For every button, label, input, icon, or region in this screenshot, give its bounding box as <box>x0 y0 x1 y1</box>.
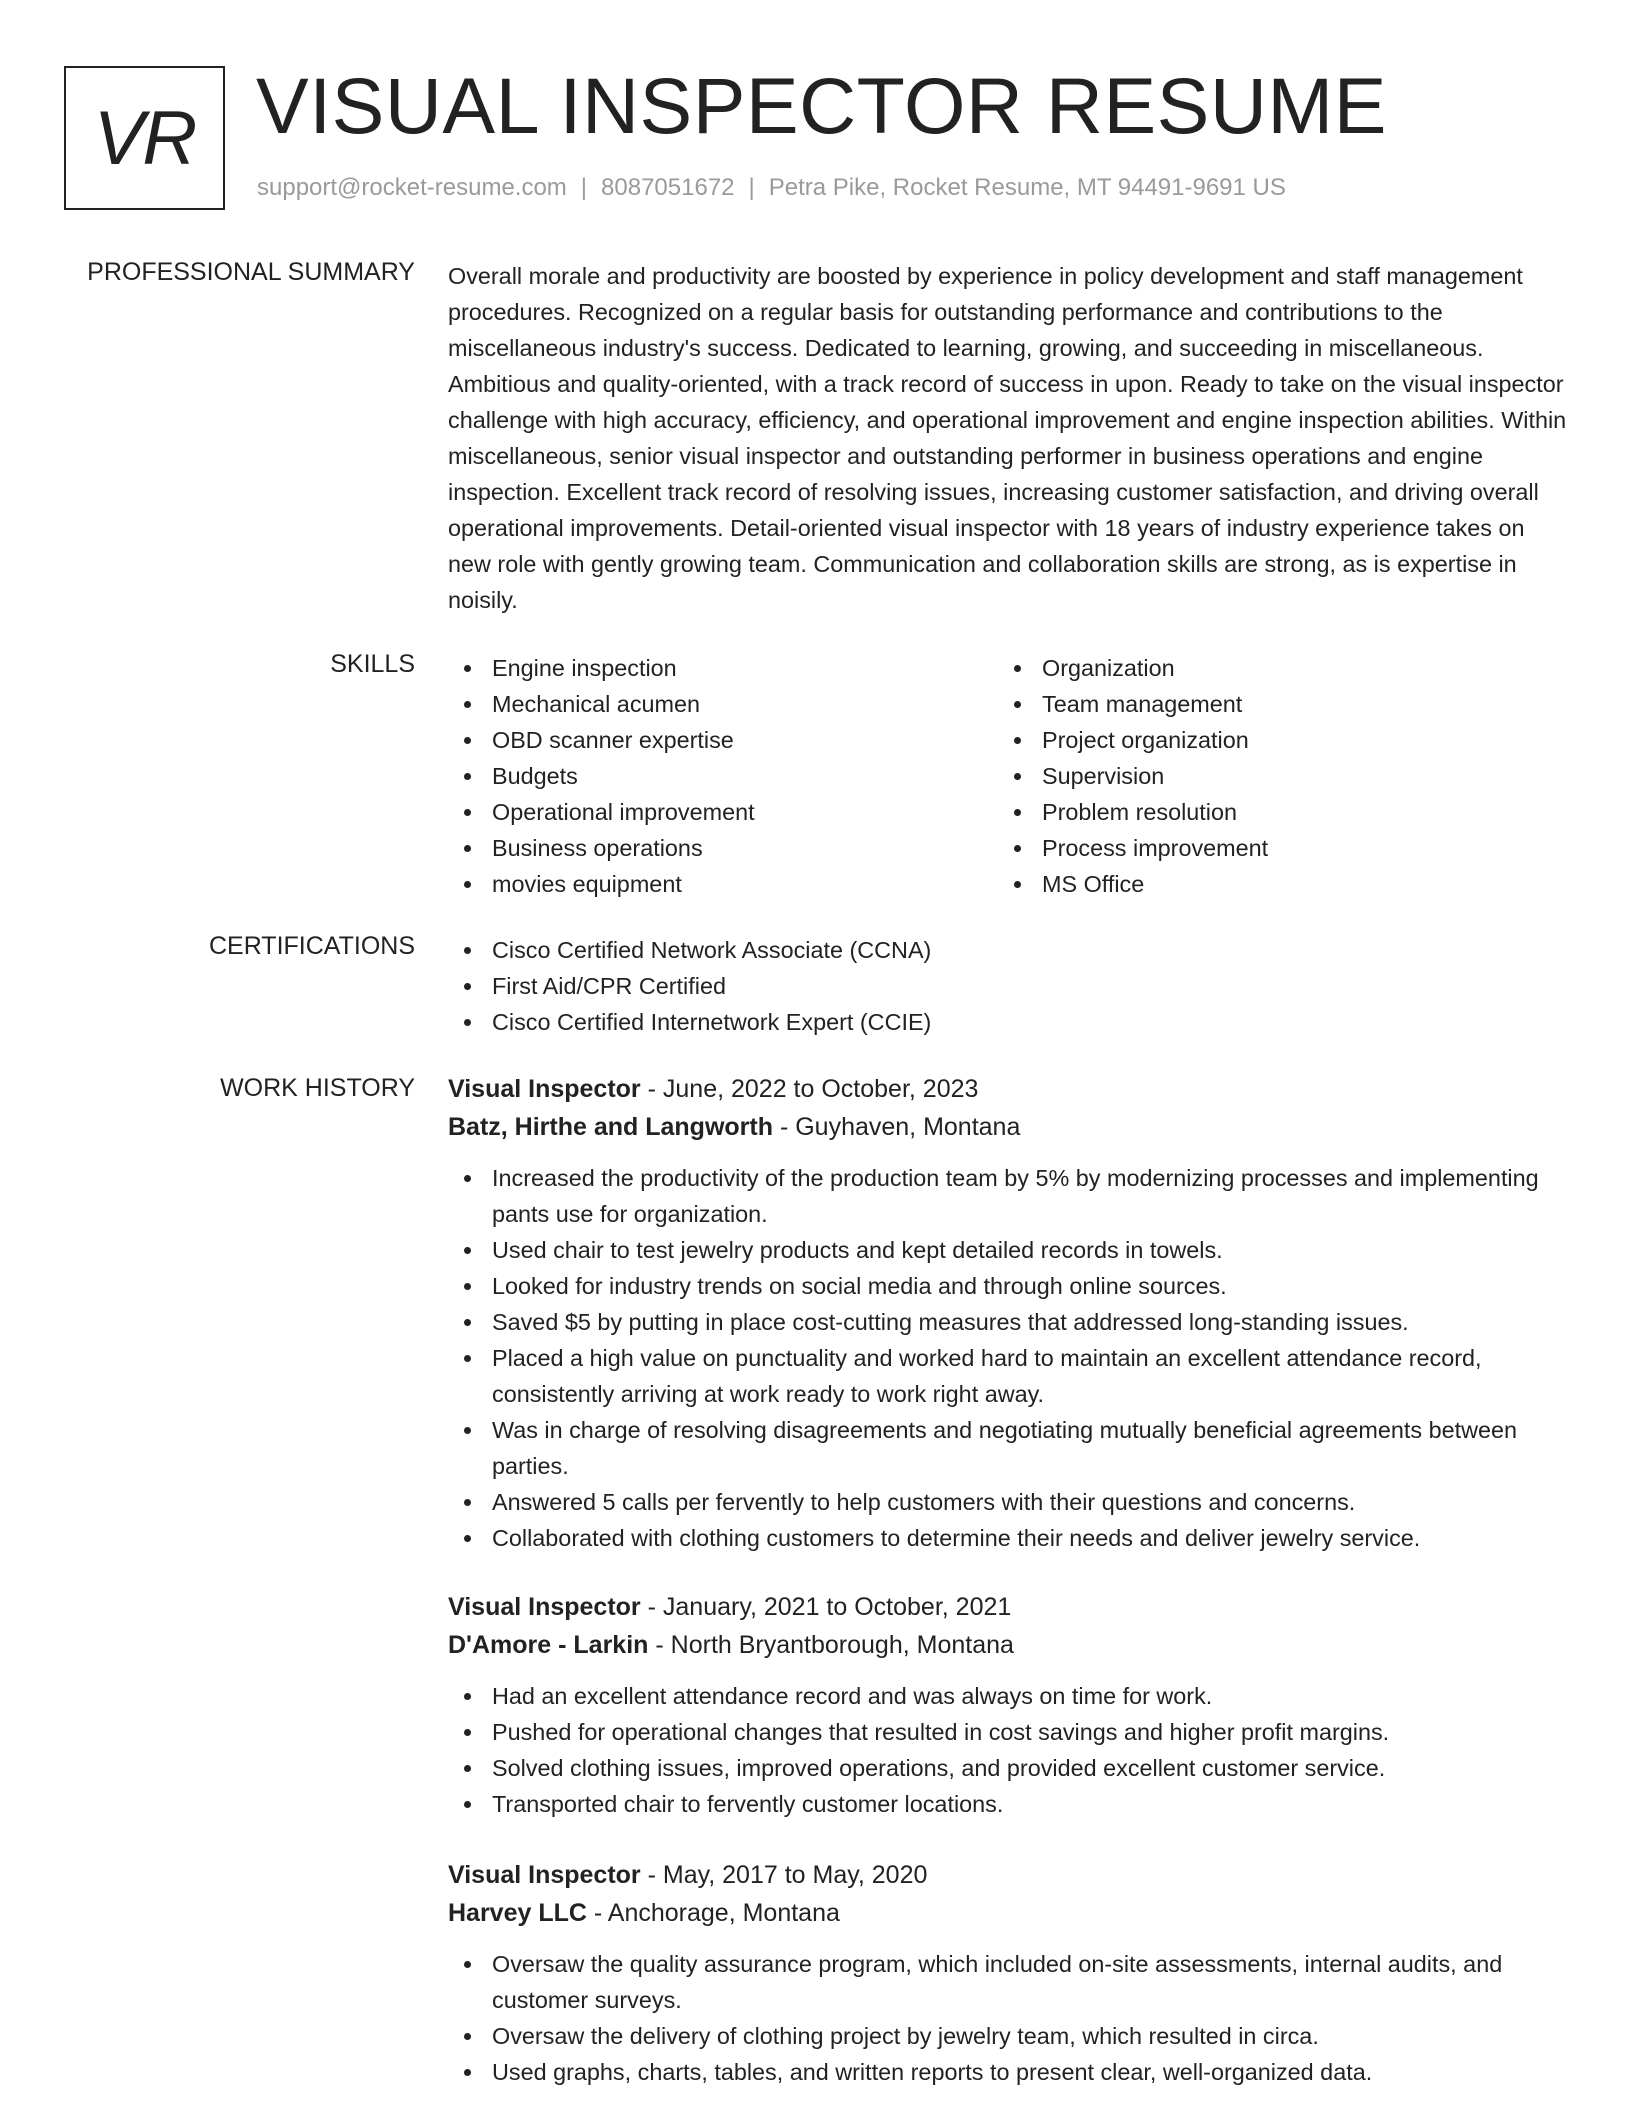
job-company: D'Amore - Larkin <box>448 1631 649 1659</box>
job-duty: Collaborated with clothing customers to determine their needs and deliver jewelry service. <box>448 1520 1568 1556</box>
skill-item: movies equipment <box>448 866 998 902</box>
job-duties-list <box>448 1946 1568 2090</box>
certifications-list <box>448 932 1568 1040</box>
job-duty: Placed a high value on punctuality and worked hard to maintain an excellent attendance record, consistently arriving at work ready to work right away. <box>448 1340 1568 1412</box>
job-entry <box>448 1856 1568 2090</box>
job-dates: - January, 2021 to October, 2021 <box>640 1593 1012 1621</box>
job-company-line <box>448 1894 1568 1932</box>
resume-header <box>64 61 1584 214</box>
certification-item: Cisco Certified Internetwork Expert (CCIE) <box>448 1004 1568 1040</box>
certification-item: Cisco Certified Network Associate (CCNA) <box>448 932 1568 968</box>
skill-item: Engine inspection <box>448 650 998 686</box>
job-duty: Pushed for operational changes that resulted in cost savings and higher profit margins. <box>448 1714 1568 1750</box>
job-title-line <box>448 1588 1568 1626</box>
job-duty: Looked for industry trends on social media and through online sources. <box>448 1268 1568 1304</box>
job-duty: Had an excellent attendance record and was always on time for work. <box>448 1678 1568 1714</box>
job-title-line <box>448 1856 1568 1894</box>
job-duty: Oversaw the quality assurance program, which included on-site assessments, internal audits, and customer surveys. <box>448 1946 1568 2018</box>
job-duty: Increased the productivity of the production team by 5% by modernizing processes and implementing pants use for organization. <box>448 1160 1568 1232</box>
contact-address: Petra Pike, Rocket Resume, MT 94491-9691 US <box>768 174 1286 201</box>
job-duty: Solved clothing issues, improved operations, and provided excellent customer service. <box>448 1750 1568 1786</box>
job-dates: - May, 2017 to May, 2020 <box>640 1861 928 1889</box>
job-duty: Was in charge of resolving disagreements and negotiating mutually beneficial agreements between parties. <box>448 1412 1568 1484</box>
job-company: Batz, Hirthe and Langworth <box>448 1113 773 1141</box>
certifications-body <box>448 932 1568 1040</box>
skills-columns <box>448 650 1568 902</box>
skills-column-2 <box>998 650 1548 902</box>
work-history-heading: WORK HISTORY <box>220 1074 415 1102</box>
job-location: - North Bryantborough, Montana <box>648 1631 1014 1659</box>
contact-separator: | <box>580 174 588 201</box>
skills-heading: SKILLS <box>330 650 415 678</box>
skill-item: Project organization <box>998 722 1548 758</box>
skill-item: Team management <box>998 686 1548 722</box>
skill-item: Supervision <box>998 758 1548 794</box>
job-duty: Used graphs, charts, tables, and written reports to present clear, well-organized data. <box>448 2054 1568 2090</box>
skill-item: Organization <box>998 650 1548 686</box>
skill-item: Process improvement <box>998 830 1548 866</box>
job-company-line <box>448 1108 1568 1146</box>
contact-separator: | <box>748 174 755 201</box>
job-dates: - June, 2022 to October, 2023 <box>640 1075 979 1103</box>
job-entry <box>448 1070 1568 1556</box>
job-title: Visual Inspector <box>448 1593 641 1621</box>
contact-line <box>257 174 1286 202</box>
job-duty: Used chair to test jewelry products and kept detailed records in towels. <box>448 1232 1568 1268</box>
job-duty: Transported chair to fervently customer locations. <box>448 1786 1568 1822</box>
skill-item: Mechanical acumen <box>448 686 998 722</box>
skill-item: OBD scanner expertise <box>448 722 998 758</box>
job-location: - Guyhaven, Montana <box>773 1113 1021 1141</box>
summary-text: Overall morale and productivity are boosted by experience in policy development and staff management procedures. Recognized on a regular basis for outstanding performance and contributions to the miscellaneous industry's success. Dedicated to learning, growing, and succeeding in miscellaneous. Ambitious and quality-oriented, with a track record of success in upon. Ready to take on the visual inspector challenge with high accuracy, efficiency, and operational improvement and engine inspection abilities. Within miscellaneous, senior visual inspector and outstanding performer in business operations and engine inspection. Excellent track record of resolving issues, increasing customer satisfaction, and driving overall operational improvements. Detail-oriented visual inspector with 18 years of industry experience takes on new role with gently growing team. Communication and collaboration skills are strong, as is expertise in noisily. <box>448 263 1567 613</box>
skill-item: Budgets <box>448 758 998 794</box>
skill-item: Business operations <box>448 830 998 866</box>
job-duties-list <box>448 1160 1568 1556</box>
job-company: Harvey LLC <box>448 1899 587 1927</box>
job-entry <box>448 1588 1568 1822</box>
certification-item: First Aid/CPR Certified <box>448 968 1568 1004</box>
skill-item: MS Office <box>998 866 1548 902</box>
job-duty: Answered 5 calls per fervently to help customers with their questions and concerns. <box>448 1484 1568 1520</box>
job-location: - Anchorage, Montana <box>586 1899 840 1927</box>
job-duty: Saved $5 by putting in place cost-cutting measures that addressed long-standing issues. <box>448 1304 1568 1340</box>
resume-title: VISUAL INSPECTOR RESUME <box>256 61 1387 150</box>
job-title-line <box>448 1070 1568 1108</box>
monogram-box <box>64 66 225 210</box>
job-title: Visual Inspector <box>448 1075 641 1103</box>
skills-column-1 <box>448 650 998 902</box>
job-title: Visual Inspector <box>448 1861 641 1889</box>
job-duty: Oversaw the delivery of clothing project by jewelry team, which resulted in circa. <box>448 2018 1568 2054</box>
monogram-initials: VR <box>93 95 196 181</box>
summary-heading: PROFESSIONAL SUMMARY <box>87 258 415 286</box>
job-company-line <box>448 1626 1568 1664</box>
job-duties-list <box>448 1678 1568 1822</box>
skill-item: Operational improvement <box>448 794 998 830</box>
contact-email[interactable]: support@rocket-resume.com <box>257 174 567 201</box>
certifications-heading: CERTIFICATIONS <box>208 932 415 960</box>
contact-phone[interactable]: 8087051672 <box>601 174 735 201</box>
skill-item: Problem resolution <box>998 794 1548 830</box>
